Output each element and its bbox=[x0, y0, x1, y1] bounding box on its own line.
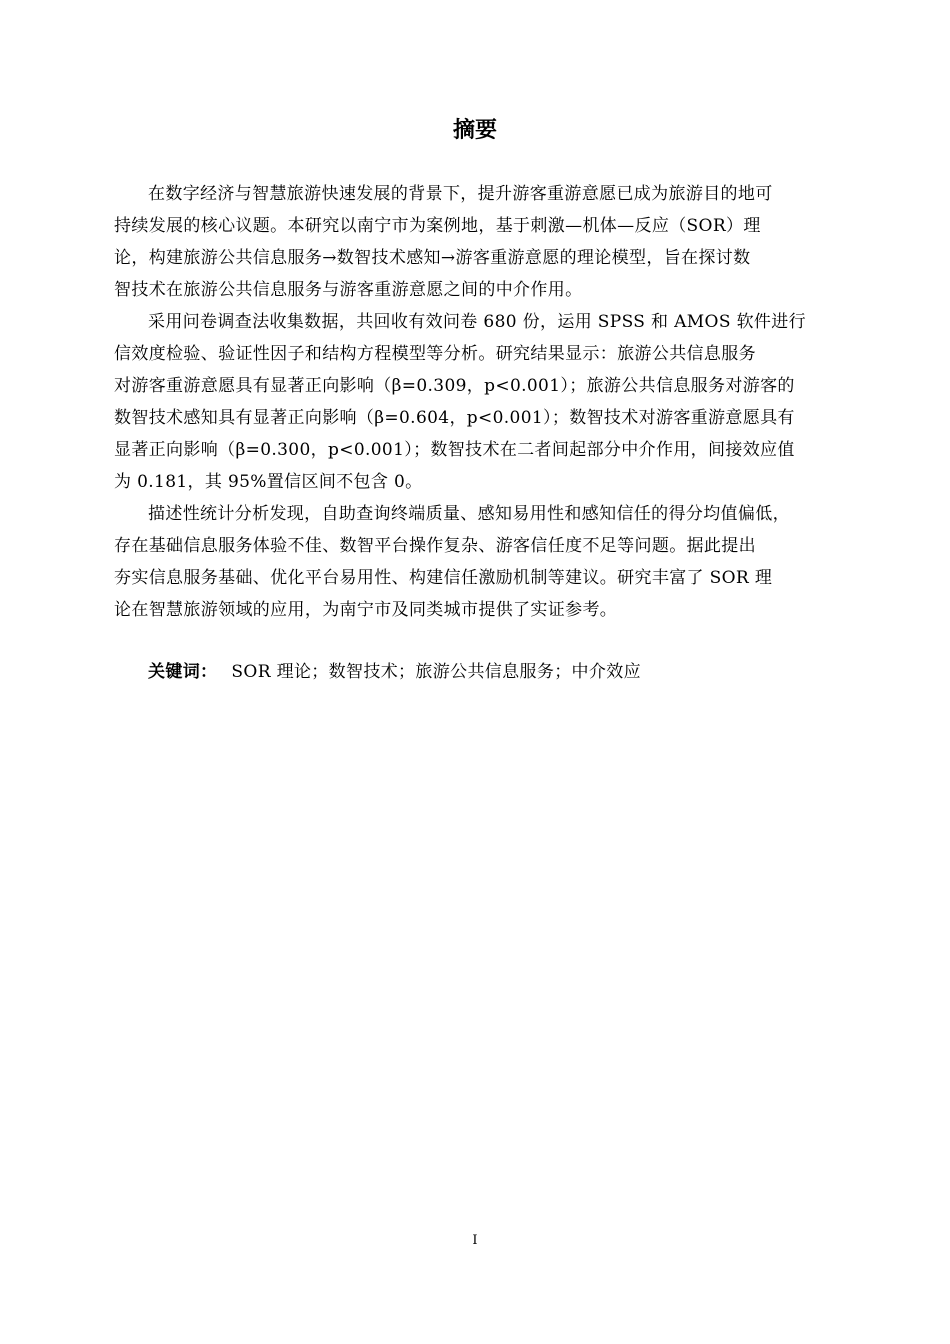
page-number: I bbox=[472, 1233, 478, 1248]
paragraph-line: 对游客重游意愿具有显著正向影响（β=0.309，p<0.001）；旅游公共信息服务对游客的 bbox=[114, 376, 795, 396]
paragraph-line: 为 0.181，其 95%置信区间不包含 0。 bbox=[114, 472, 423, 492]
paragraph-line: 显著正向影响（β=0.300，p<0.001）；数智技术在二者间起部分中介作用，间接效应值 bbox=[114, 440, 795, 460]
paragraph-line: 描述性统计分析发现，自助查询终端质量、感知易用性和感知信任的得分均值偏低， bbox=[148, 504, 790, 524]
paragraph-line: 持续发展的核心议题。本研究以南宁市为案例地，基于刺激—机体—反应（SOR）理 bbox=[114, 216, 761, 236]
paragraph-line: 在数字经济与智慧旅游快速发展的背景下，提升游客重游意愿已成为旅游目的地可 bbox=[148, 184, 773, 204]
keywords-text: SOR 理论；数智技术；旅游公共信息服务；中介效应 bbox=[231, 662, 641, 682]
paragraph-line: 论在智慧旅游领域的应用，为南宁市及同类城市提供了实证参考。 bbox=[114, 600, 618, 620]
paragraph-line: 存在基础信息服务体验不佳、数智平台操作复杂、游客信任度不足等问题。据此提出 bbox=[114, 536, 756, 556]
paragraph-line: 夯实信息服务基础、优化平台易用性、构建信任激励机制等建议。研究丰富了 SOR 理 bbox=[114, 568, 773, 588]
keywords-label: 关键词： bbox=[148, 662, 218, 682]
paragraph-line: 数智技术感知具有显著正向影响（β=0.604，p<0.001）；数智技术对游客重游意愿具有 bbox=[114, 408, 795, 428]
paragraph-line: 信效度检验、验证性因子和结构方程模型等分析。研究结果显示：旅游公共信息服务 bbox=[114, 344, 756, 364]
page-title: 摘要 bbox=[452, 118, 497, 143]
paragraph-line: 智技术在旅游公共信息服务与游客重游意愿之间的中介作用。 bbox=[114, 280, 583, 300]
paragraph-line: 采用问卷调查法收集数据，共回收有效问卷 680 份，运用 SPSS 和 AMOS 软件进行 bbox=[148, 312, 806, 332]
keywords-line bbox=[148, 660, 641, 684]
paragraph-line: 论，构建旅游公共信息服务→数智技术感知→游客重游意愿的理论模型，旨在探讨数 bbox=[114, 248, 751, 268]
